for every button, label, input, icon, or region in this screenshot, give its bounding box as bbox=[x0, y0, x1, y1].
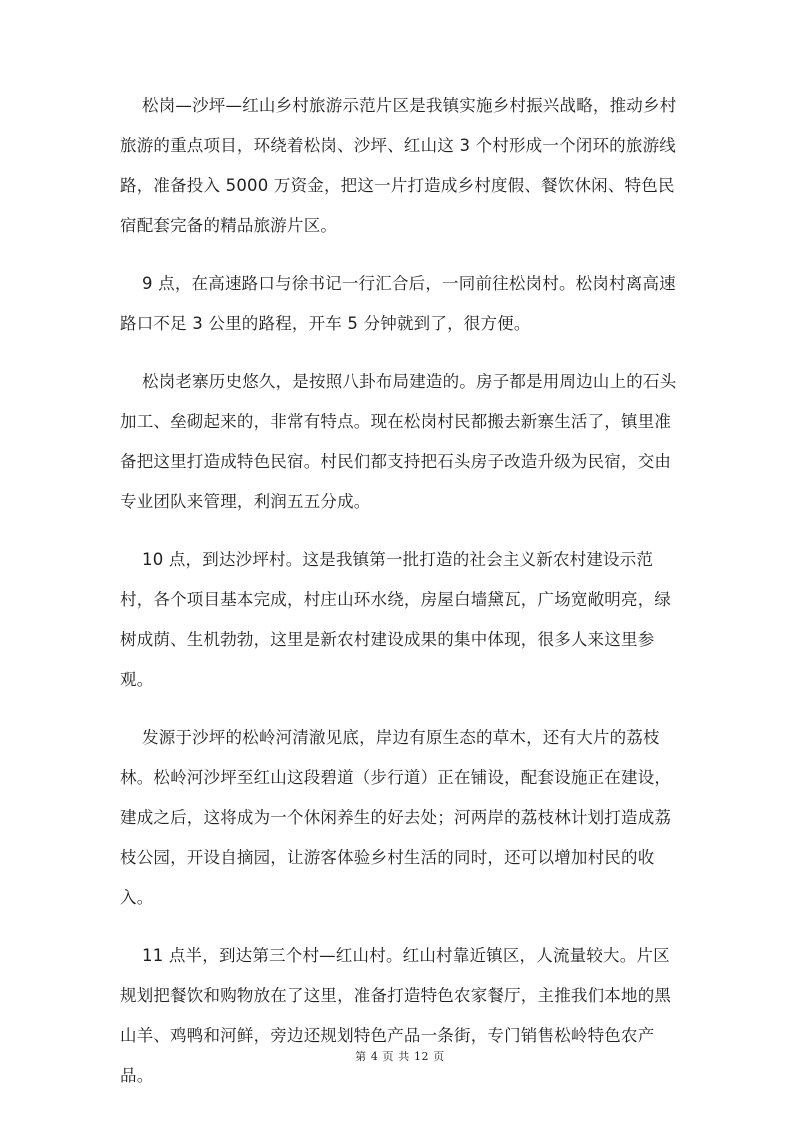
page-number-footer: 第 4 页 共 12 页 bbox=[355, 1050, 445, 1063]
paragraph: 9 点，在高速路口与徐书记一行汇合后，一同前往松岗村。松岗村离高速路口不足 3 公里的路程，开车 5 分钟就到了，很方便。 bbox=[120, 274, 676, 333]
document-body bbox=[120, 86, 680, 1096]
paragraph: 10 点，到达沙坪村。这是我镇第一批打造的社会主义新农村建设示范村，各个项目基本完成，村庄山环水绕，房屋白墙黛瓦，广场宽敞明亮，绿树成荫、生机勃勃，这里是新农村建设成果的集中体现，很多人来这里参观。 bbox=[120, 550, 672, 689]
paragraph: 松岗—沙坪—红山乡村旅游示范片区是我镇实施乡村振兴战略，推动乡村旅游的重点项目，环绕着松岗、沙坪、红山这 3 个村形成一个闭环的旅游线路，准备投入 5000 万资金，把这一片打造成乡村度假、餐饮休闲、特色民宿配套完备的精品旅游片区。 bbox=[120, 96, 677, 235]
paragraph: 松岗老寨历史悠久，是按照八卦布局建造的。房子都是用周边山上的石头加工、垒砌起来的，非常有特点。现在松岗村民都搬去新寨生活了，镇里准备把这里打造成特色民宿。村民们都支持把石头房子改造升级为民宿，交由专业团队来管理，利润五五分成。 bbox=[120, 372, 677, 511]
paragraph: 发源于沙坪的松岭河清澈见底，岸边有原生态的草木，还有大片的荔枝林。松岭河沙坪至红山这段碧道（步行道）正在铺设，配套设施正在建设，建成之后，这将成为一个休闲养生的好去处；河两岸的荔枝林计划打造成荔枝公园，开设自摘园，让游客体验乡村生活的同时，还可以增加村民的收入。 bbox=[120, 728, 672, 907]
paragraph: 11 点半，到达第三个村—红山村。红山村靠近镇区，人流量较大。片区规划把餐饮和购物放在了这里，准备打造特色农家餐厅，主推我们本地的黑山羊、鸡鸭和河鲜，旁边还规划特色产品一条街，专门销售松岭特色农产品。 bbox=[120, 946, 672, 1085]
